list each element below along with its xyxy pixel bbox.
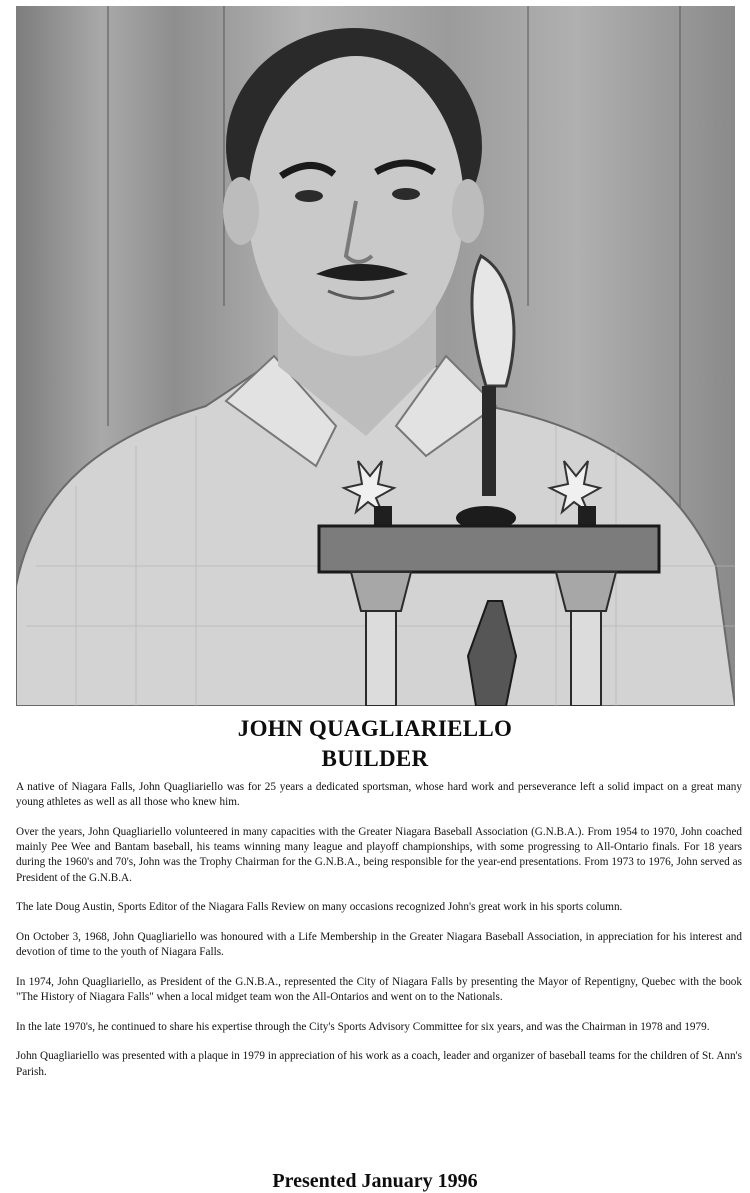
bio-paragraph: In 1974, John Quagliariello, as President of the G.N.B.A., represented the City of Niagara Falls by presenting the Mayor of Repentigny, Quebec with the book "The History of Niagara Falls" when a local midget team won the All-Ontarios and went on to the Nationals. [16, 975, 742, 1004]
bio-paragraph: Over the years, John Quagliariello volunteered in many capacities with the Greater Niagara Baseball Association (G.N.B.A.). From 1954 to 1970, John coached mainly Pee Wee and Bantam baseball, his teams winning many league and playoff championships, with some progressing to All-Ontario finals. For 18 years during the 1960's and 70's, John was the Trophy Chairman for the G.N.B.A., being responsible for the year-end presentations. From 1973 to 1976, John served as President of the G.N.B.A. [16, 825, 742, 884]
portrait-photo [16, 6, 735, 706]
inductee-category: BUILDER [321, 746, 429, 771]
presentation-date: Presented January 1996 [272, 1170, 478, 1192]
ear-left [223, 177, 259, 245]
ear-right [452, 179, 484, 243]
trophy-column-right [571, 611, 601, 706]
trophy-figure [472, 256, 514, 386]
eye-left [295, 190, 323, 202]
trophy-shelf [319, 526, 659, 572]
trophy-column-left [366, 611, 396, 706]
bio-paragraph: The late Doug Austin, Sports Editor of the Niagara Falls Review on many occasions recognized John's great work in his sports column. [16, 901, 623, 914]
biography [16, 780, 742, 1094]
bio-paragraph: John Quagliariello was presented with a plaque in 1979 in appreciation of his work as a coach, leader and organizer of baseball teams for the children of St. Ann's Parish. [16, 1050, 742, 1078]
eye-right [392, 188, 420, 200]
bio-paragraph: In the late 1970's, he continued to share his expertise through the City's Sports Advisory Committee for six years, and was the Chairman in 1978 and 1979. [16, 1020, 710, 1033]
bio-paragraph: On October 3, 1968, John Quagliariello was honoured with a Life Membership in the Greater Niagara Baseball Association, in appreciation for his interest and devotion of time to the youth of Niagara Falls. [16, 930, 742, 959]
trophy-stem [482, 386, 496, 496]
trophy-column-cap-left [351, 572, 411, 611]
inductee-name: JOHN QUAGLIARIELLO [237, 716, 513, 741]
trophy-column-cap-right [556, 572, 616, 611]
portrait-illustration [16, 6, 735, 706]
bio-paragraph: A native of Niagara Falls, John Quagliariello was for 25 years a dedicated sportsman, whose hard work and perseverance left a solid impact on a great many young athletes as well as all those who knew him. [16, 781, 742, 809]
